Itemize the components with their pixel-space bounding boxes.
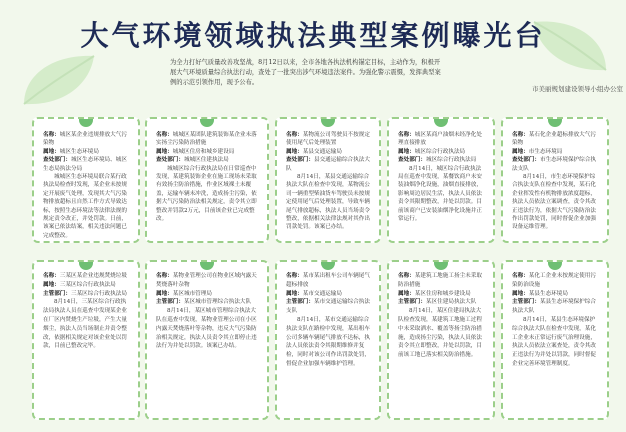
case-unit: 某市交通运输综合执法支队 <box>286 299 370 315</box>
case-name-key: 名称： <box>156 132 173 138</box>
case-name: 某石化企业超标排放大气污染物 <box>512 132 596 147</box>
case-body: 8月14日，城区综合行政执法局在巡查中发现，某餐饮商户未安装油烟净化设施，油烟直接排放，影响周边居民生活，执法人员依法责令其限期整改，并处以罚款。目前该商户已安装油烟净化设施并正常运行。 <box>398 165 482 223</box>
case-body: 城城区综合行政执法局在日常巡查中发现，某建筑装饰企业在施工现场未采取有效扬尘防治措施，作业区域裸土未覆盖，运输车辆未冲洗，造成扬尘污染，依据大气污染防治法相关规定，责令其立即整改并罚款2万元，目前该企业已完成整改。 <box>156 165 257 223</box>
case-name: 城城区某团队建筑装饰某企业未落实扬尘污染防治措施 <box>156 132 257 147</box>
case-name: 城区某商户油烟未经净化处理直接排放 <box>398 132 482 147</box>
case-unit-key: 主管部门： <box>512 299 540 306</box>
case-name: 某化工企业未按规定使用污染防治设施 <box>512 273 596 288</box>
case-body: 8月14日，某县生态环境保护综合执法大队在检查中发现，某化工企业未正常运行废气治理设施，执法人员依法立案查处，责令其改正违法行为并处以罚款，同时督促企业完善环境管理制度。 <box>512 316 596 367</box>
case-name: 三某区某企业违规焚烧垃圾 <box>59 273 127 279</box>
intro-paragraph: 为全力打好气质量改善攻坚战，8月12日以来，全市各地各执法机构锚定目标，主动作为，积极开展大气环境质量综合执法行动，查处了一批突出涉气环境违法案件。为强化警示震慑，发挥典型案例的示范引领作用，现予公布。 <box>170 59 441 86</box>
case-name-key: 名称： <box>286 132 303 138</box>
case-area-key: 属地： <box>398 148 415 155</box>
case-area-key: 属地： <box>512 290 529 297</box>
case-name: 某建筑工地施工扬尘未采取防治措施 <box>398 273 482 288</box>
case-body: 8月14日，某市交通运输综合执法支队在路检中发现，某出租车公司多辆车辆尾气排放不达标，执法人员依法责令其限期维修并复检，同时对该公司作出罚款处罚，督促企业加强车辆维护管理。 <box>286 316 370 367</box>
source-credit: 市美丽规划建设领导小组办公室 <box>532 85 623 93</box>
case-name-key: 名称： <box>156 273 173 279</box>
case-area-key: 属地： <box>286 290 303 297</box>
case-unit: 某区住建局执法大队 <box>425 299 477 306</box>
page-title: 大气环境领域执法典型案例曝光台 <box>80 19 546 52</box>
case-card-8 <box>275 260 381 420</box>
case-area: 某县交通运输局 <box>302 148 342 155</box>
case-area-key: 属地： <box>156 290 173 297</box>
case-unit: 城城区住建执法局 <box>183 157 229 164</box>
case-name-key: 名称： <box>43 273 60 279</box>
case-card-9 <box>387 260 495 420</box>
case-unit-key: 查处部门： <box>43 157 71 164</box>
case-name-key: 名称： <box>286 273 303 279</box>
case-area-key: 属地： <box>43 281 60 288</box>
case-area: 某县生态环境局 <box>528 290 568 297</box>
case-unit: 县交通运输综合执法大队 <box>286 157 370 172</box>
case-unit: 城区生态环境局、城区生态局执法分局 <box>43 157 127 172</box>
case-area: 城区生态环境局 <box>59 148 99 155</box>
case-name: 某物流公司驾驶员不按规定使用尾气后处理装置 <box>286 132 370 147</box>
case-unit-key: 主管部门： <box>156 299 184 306</box>
case-name: 某市某出租车公司车辆尾气超标排放 <box>286 273 370 288</box>
case-name-key: 名称： <box>512 132 529 138</box>
case-body: 8月14日，某区住建局执法大队检查发现，某建筑工地施工过程中未采取洒水、覆盖等扬尘防治措施，造成扬尘污染，执法人员依法责令其立即整改，并处以罚款，目前该工地已落实相关防治措施。 <box>398 308 482 359</box>
case-card-7 <box>145 260 269 420</box>
case-unit: 城区综合行政执法局 <box>425 157 477 164</box>
case-name-key: 名称： <box>43 132 60 138</box>
case-unit-key: 查处部门： <box>156 157 184 164</box>
case-area: 某区城市管理局 <box>172 290 212 297</box>
leaf-decoration-icon <box>14 44 104 114</box>
case-name-key: 名称： <box>512 273 529 279</box>
case-area-key: 属地： <box>156 148 173 155</box>
case-name-key: 名称： <box>398 273 415 279</box>
case-unit-key: 主管部门： <box>286 299 314 306</box>
case-card-4 <box>387 117 495 243</box>
case-unit-key: 查处部门： <box>398 157 426 164</box>
case-area-key: 属地： <box>43 148 60 155</box>
case-area: 城区综合行政执法局 <box>414 148 466 155</box>
case-unit: 某县生态环境保护综合执法大队 <box>512 299 596 315</box>
case-unit-key: 查处部门： <box>512 157 540 164</box>
case-area-key: 属地： <box>286 148 303 155</box>
case-area: 市生态环境局 <box>528 148 563 155</box>
case-body: 城城区生态环境局联合某行政执法局检查时发现，某企业未按规定开展废气处理，发现其大气污染物排放超标且自然工作方式导致达标，按照生态环境法等法律法规的规定责令改正，并处罚款。日前，该案已依法结案，相关违法问题已完成整改。 <box>43 174 127 239</box>
case-card-5 <box>501 117 609 243</box>
case-area-key: 属地： <box>398 290 415 297</box>
case-card-6 <box>32 260 140 420</box>
case-card-2 <box>145 117 269 243</box>
case-area: 三某区综合行政执法局 <box>59 281 116 288</box>
case-unit: 市生态环境保护综合执法支队 <box>512 157 596 172</box>
case-card-3 <box>275 117 381 243</box>
case-body: 8月14日，某区城市管理综合执法大队在巡查中发现，某物业管理公司在小区内露天焚烧落叶等杂物，违反大气污染防治相关规定，执法人员责令其立即停止违法行为并处以罚款。该案已办结。 <box>156 308 257 350</box>
case-unit-key: 主管部门： <box>398 299 426 306</box>
case-body: 8月14日，市生态环境保护综合执法支队在检查中发现，某石化企业挥发性有机物排放浓度超标，执法人员依法立案调查，责令其改正违法行为，依据大气污染防治法作出罚款处罚，同时督促企业加强设备运维管理。 <box>512 174 596 231</box>
case-unit-key: 主管部门： <box>43 290 71 297</box>
case-card-1 <box>32 117 140 243</box>
case-area: 某区住房和城乡建设局 <box>414 290 471 297</box>
case-unit: 三某区综合行政执法局 <box>70 290 127 297</box>
case-area-key: 属地： <box>512 148 529 155</box>
case-area: 城城区住房和城乡建设局 <box>172 148 235 155</box>
case-unit-key: 查处部门： <box>286 157 314 164</box>
case-area: 某市交通运输局 <box>302 290 342 297</box>
case-unit: 某区城市管理综合执法大队 <box>183 299 252 306</box>
case-name: 某物业管理公司在物业区域内露天焚烧落叶杂物 <box>156 273 257 288</box>
case-card-10 <box>501 260 609 420</box>
case-body: 8月14日，三某区综合行政执法局执法人员在巡查中发现某企业在厂区内焚烧生产垃圾，产生大量烟尘，执法人员当场制止并责令整改，依据相关规定对该企业处以罚款，目前已整改完毕。 <box>43 299 127 350</box>
case-body: 8月14日，某县交通运输综合执法大队在检查中发现，某物流公司一辆重型柴油货车驾驶员未按规定使用尾气后处理装置，导致车辆尾气排放超标，执法人员当场责令整改，依据相关法律法规对其作出罚款处罚。该案已办结。 <box>286 174 370 231</box>
case-name: 城区某企业违规排放大气污染物 <box>43 132 127 147</box>
case-name-key: 名称： <box>398 132 415 138</box>
